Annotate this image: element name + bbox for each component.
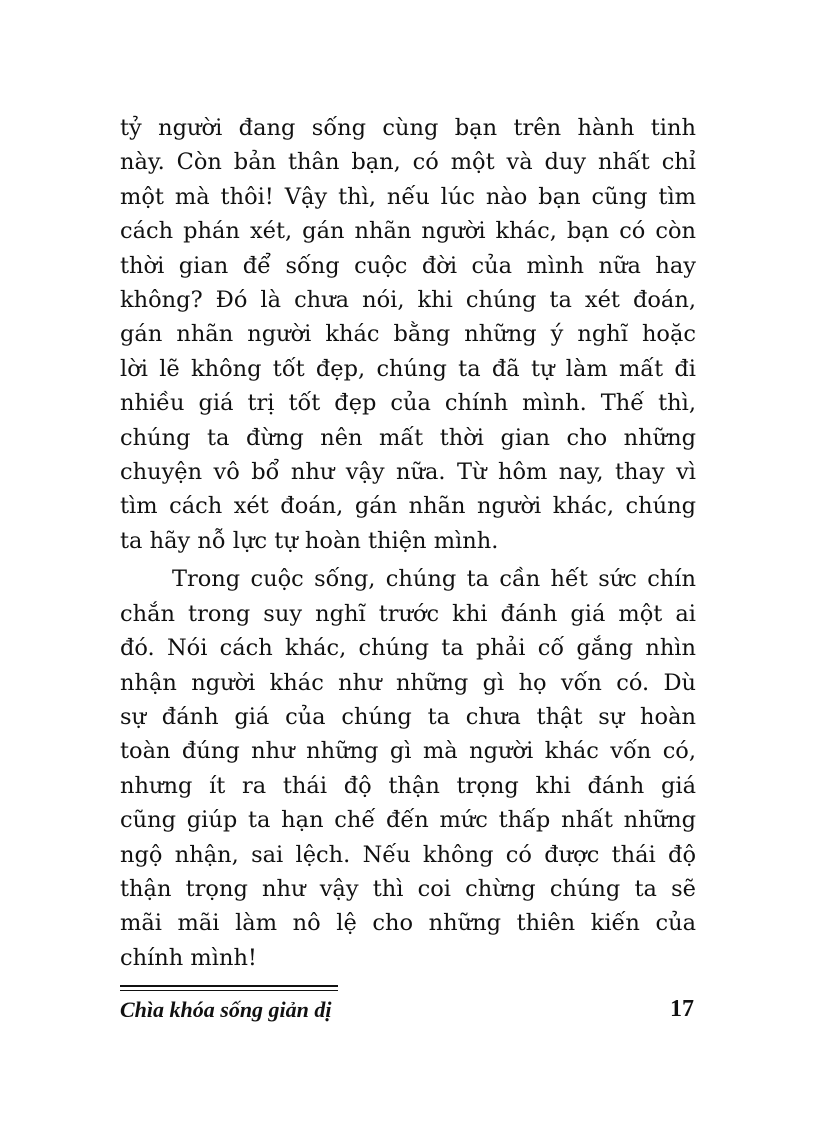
text-line: nhiều giá trị tốt đẹp của chính mình. Thế thì, [120, 390, 696, 417]
text-line: toàn đúng như những gì mà người khác vốn có, [120, 738, 696, 765]
text-line: nhưng ít ra thái độ thận trọng khi đánh giá [120, 772, 696, 799]
text-line: nhận người khác như những gì họ vốn có. Dù [120, 669, 696, 696]
text-line: tỷ người đang sống cùng bạn trên hành tinh [120, 115, 696, 141]
text-line: mãi mãi làm nô lệ cho những thiên kiến của [120, 910, 696, 937]
footer-book-title: Chìa khóa sống giản dị [120, 997, 332, 1022]
text-line: gán nhãn người khác bằng những ý nghĩ hoặc [120, 321, 696, 348]
paragraph-2 [120, 562, 696, 975]
text-line: không? Đó là chưa nói, khi chúng ta xét đoán, [120, 287, 696, 314]
text-line: này. Còn bản thân bạn, có một và duy nhất chỉ [120, 149, 696, 176]
text-line: một mà thôi! Vậy thì, nếu lúc nào bạn cũng tìm [120, 183, 696, 210]
text-line: cách phán xét, gán nhãn người khác, bạn có còn [120, 218, 696, 245]
page-number: 17 [670, 996, 694, 1022]
text-line: chuyện vô bổ như vậy nữa. Từ hôm nay, thay vì [120, 459, 696, 486]
text-line: cũng giúp ta hạn chế đến mức thấp nhất những [120, 807, 696, 834]
footer-rule [120, 985, 338, 991]
text-line: thời gian để sống cuộc đời của mình nữa hay [120, 252, 696, 279]
text-line: sự đánh giá của chúng ta chưa thật sự hoàn [120, 703, 696, 730]
text-line: Trong cuộc sống, chúng ta cần hết sức chín [172, 566, 696, 593]
paragraph-1 [120, 111, 696, 558]
text-line: chắn trong suy nghĩ trước khi đánh giá một ai [120, 600, 696, 627]
page-body [120, 111, 696, 975]
text-line: chính mình! [120, 944, 257, 971]
text-line: thận trọng như vậy thì coi chừng chúng ta sẽ [120, 875, 696, 902]
text-line: tìm cách xét đoán, gán nhãn người khác, chúng [120, 493, 696, 520]
text-line: đó. Nói cách khác, chúng ta phải cố gắng nhìn [120, 635, 696, 662]
text-line: lời lẽ không tốt đẹp, chúng ta đã tự làm mất đi [120, 355, 696, 382]
text-line: ta hãy nỗ lực tự hoàn thiện mình. [120, 527, 499, 554]
text-line: chúng ta đừng nên mất thời gian cho những [120, 424, 696, 451]
text-line: ngộ nhận, sai lệch. Nếu không có được thái độ [120, 841, 696, 868]
